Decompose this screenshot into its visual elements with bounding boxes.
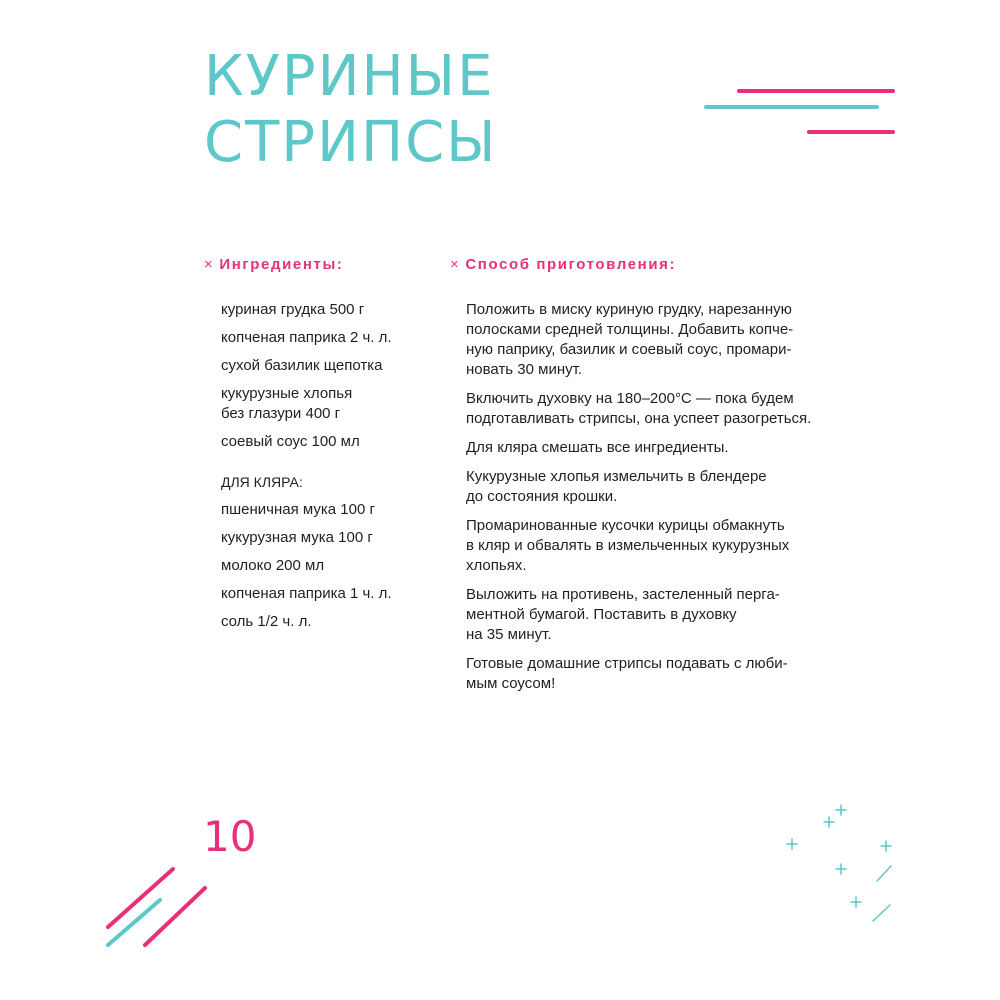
batter-ingredient-item: копченая паприка 1 ч. л. — [221, 585, 392, 602]
plus-icon — [824, 817, 834, 827]
method-step: Готовые домашние стрипсы подавать с люби- мым соусом! — [466, 655, 788, 692]
batter-ingredient-item: молоко 200 мл — [221, 557, 325, 574]
batter-subheading: ДЛЯ КЛЯРА: — [221, 474, 303, 490]
method-step: Включить духовку на 180–200°С — пока будем подготавливать стрипсы, она успеет разогреться. — [466, 390, 812, 427]
plus-icon — [881, 841, 891, 851]
ingredient-item: копченая паприка 2 ч. л. — [221, 329, 392, 346]
plus-icon — [787, 839, 797, 849]
method-step: Для кляра смешать все ингредиенты. — [466, 439, 729, 456]
ingredients-heading-label: Ингредиенты: — [219, 256, 344, 273]
plus-icon — [836, 805, 846, 815]
ingredient-item: кукурузные хлопья без глазури 400 г — [221, 385, 353, 422]
method-step: Промаринованные кусочки курицы обмакнуть в кляр и обвалять в измельченных кукурузных хлопьях. — [466, 517, 790, 574]
deco-plus-cluster — [787, 805, 891, 921]
page-number: 10 — [203, 812, 257, 861]
plus-icon — [851, 897, 861, 907]
method-step: Кукурузные хлопья измельчить в блендере до состояния крошки. — [466, 468, 767, 505]
cross-icon: × — [204, 256, 215, 273]
batter-ingredient-item: соль 1/2 ч. л. — [221, 613, 312, 630]
ingredient-item: куриная грудка 500 г — [221, 301, 365, 318]
slash-icon — [877, 866, 891, 881]
method-step: Выложить на противень, застеленный перга- ментной бумагой. Поставить в духовку на 35 минут. — [466, 586, 780, 643]
method-heading — [450, 256, 676, 273]
deco-diagonal-pink-2 — [145, 888, 205, 945]
ingredient-item: соевый соус 100 мл — [221, 433, 360, 450]
ingredients-list — [221, 300, 441, 640]
recipe-title-line-2: СТРИПСЫ — [204, 110, 498, 175]
recipe-title-line-1: КУРИНЫЕ — [204, 44, 495, 109]
method-step: Положить в миску куриную грудку, нарезанную полосками средней толщины. Добавить копче- ную паприку, базилик и соевый соус, промари- новать 30 минут. — [466, 301, 794, 378]
ingredient-item: сухой базилик щепотка — [221, 357, 383, 374]
plus-icon — [836, 864, 846, 874]
batter-ingredient-item: кукурузная мука 100 г — [221, 529, 373, 546]
batter-ingredient-item: пшеничная мука 100 г — [221, 501, 375, 518]
cross-icon: × — [450, 256, 461, 273]
method-steps — [466, 300, 836, 703]
slash-icon — [873, 905, 890, 921]
method-heading-label: Способ приготовления: — [465, 256, 677, 273]
ingredients-heading — [204, 256, 343, 273]
